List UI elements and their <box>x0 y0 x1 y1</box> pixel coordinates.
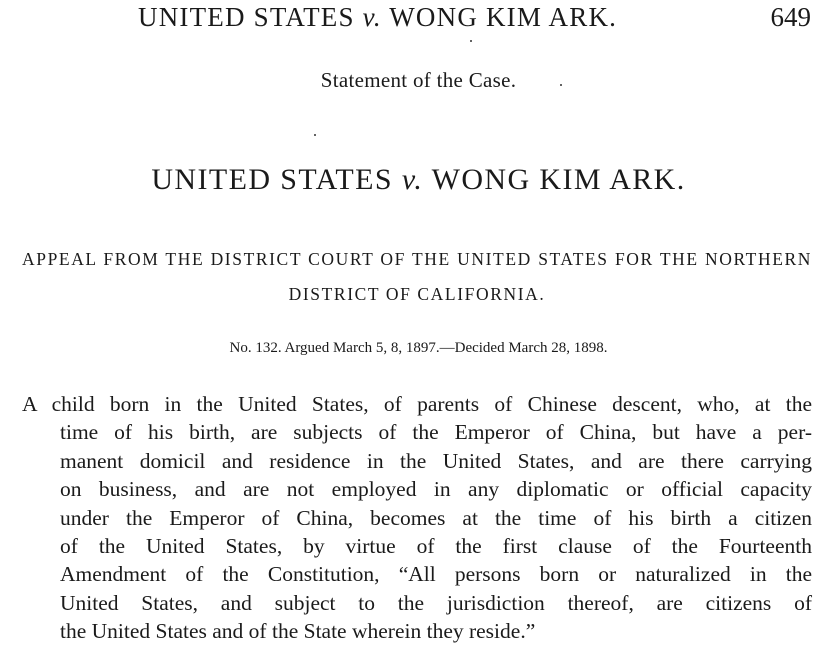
headnote-line: the United States and of the State wherein they reside.” <box>60 619 536 644</box>
headnote-line: under the Emperor of China, becomes at the time of his birth a citizen <box>60 505 812 530</box>
running-head-title-plain: UNITED STATES <box>138 2 363 32</box>
print-speck <box>470 40 472 42</box>
headnote-line: of the United States, by virtue of the first clause of the Fourteenth <box>60 534 812 559</box>
statement-of-case: Statement of the Case. <box>320 68 517 92</box>
running-head-title-versus: v. <box>362 2 382 32</box>
running-head-title <box>138 2 617 33</box>
case-title-plain: UNITED STATES <box>151 163 402 196</box>
print-speck <box>560 84 562 86</box>
headnote-line: manent domicil and residence in the United States, and are there carrying <box>60 448 812 473</box>
running-head <box>0 2 837 32</box>
headnote-line: time of his birth, are subjects of the Emperor of China, but have a per- <box>60 420 812 445</box>
headnote <box>22 390 812 646</box>
headnote-line: A child born in the United States, of parents of Chinese descent, who, at the <box>22 392 812 416</box>
case-title <box>0 163 837 197</box>
case-title-versus: v. <box>401 163 424 196</box>
print-speck <box>314 134 316 136</box>
headnote-line: United States, and subject to the jurisdiction thereof, are citizens of <box>60 590 812 615</box>
appeal-heading: APPEAL FROM THE DISTRICT COURT OF THE UNITED STATES FOR THE NORTHERN DISTRICT OF CALIFORNIA. <box>22 249 812 304</box>
page-number: 649 <box>770 2 811 32</box>
docket-line: No. 132. Argued March 5, 8, 1897.—Decided March 28, 1898. <box>229 340 608 356</box>
case-title-rest: WONG KIM ARK. <box>423 163 686 196</box>
headnote-line: on business, and are not employed in any diplomatic or official capacity <box>60 477 812 502</box>
running-head-title-rest: WONG KIM ARK. <box>381 2 618 32</box>
headnote-line: Amendment of the Constitution, “All persons born or naturalized in the <box>60 562 812 587</box>
